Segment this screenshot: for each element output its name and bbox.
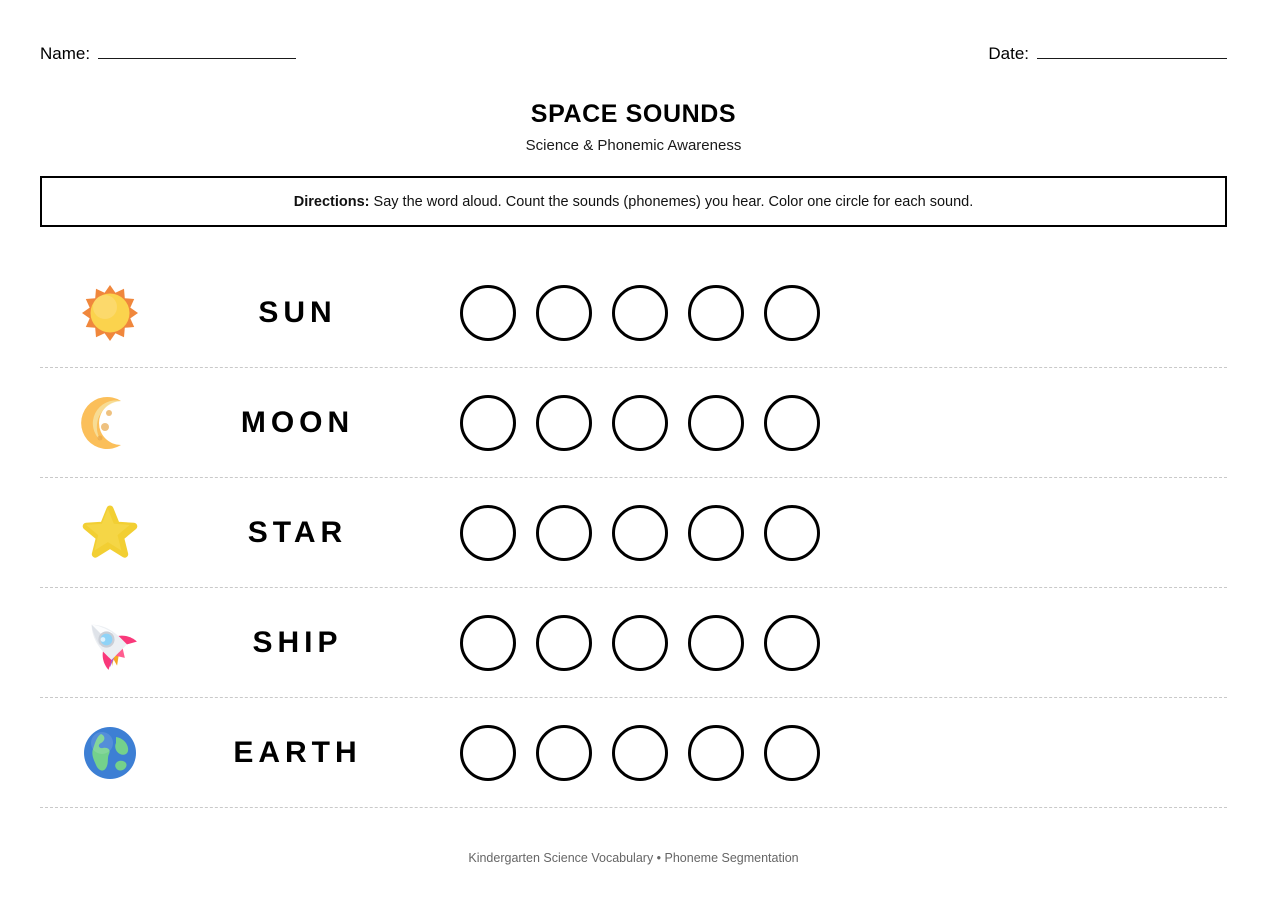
sound-circle[interactable]: [612, 395, 668, 451]
word-rows: [40, 258, 1227, 808]
sound-circle[interactable]: [460, 505, 516, 561]
sound-circle[interactable]: [536, 615, 592, 671]
rocket-emoji: [40, 614, 180, 672]
directions-text: [294, 194, 973, 210]
sound-circle[interactable]: [612, 615, 668, 671]
directions-label: Directions:: [293, 193, 370, 210]
sound-circle[interactable]: [688, 725, 744, 781]
sound-circle[interactable]: [460, 615, 516, 671]
sound-circle[interactable]: [536, 285, 592, 341]
earth-emoji: [40, 724, 180, 782]
sound-circle[interactable]: [612, 505, 668, 561]
footer: Kindergarten Science Vocabulary • Phoneme Segmentation: [468, 851, 799, 865]
word-row: [40, 698, 1227, 808]
sound-circle[interactable]: [764, 395, 820, 451]
student-info-row: [40, 38, 1227, 64]
date-label: Date:: [988, 44, 1029, 63]
sound-circle[interactable]: [764, 725, 820, 781]
name-label: Name:: [40, 44, 91, 63]
star-emoji: [40, 504, 180, 562]
sound-circle[interactable]: [536, 505, 592, 561]
sound-circle[interactable]: [688, 395, 744, 451]
directions-box: [40, 176, 1227, 227]
sound-circle[interactable]: [688, 285, 744, 341]
word-label: SUN: [258, 295, 337, 329]
sound-circle[interactable]: [460, 725, 516, 781]
sound-circle[interactable]: [612, 725, 668, 781]
sound-circle[interactable]: [536, 395, 592, 451]
word-row: [40, 368, 1227, 478]
word-label: MOON: [240, 405, 355, 439]
page-subtitle: Science & Phonemic Awareness: [525, 136, 742, 154]
sound-circle[interactable]: [460, 285, 516, 341]
sun-emoji: [40, 284, 180, 342]
title-block: [0, 100, 1267, 154]
word-row: [40, 258, 1227, 368]
sound-circle[interactable]: [460, 395, 516, 451]
sound-circle[interactable]: [612, 285, 668, 341]
sound-circles: [460, 505, 820, 561]
moon-emoji: [40, 394, 180, 452]
word-label: STAR: [247, 515, 348, 549]
word-label: EARTH: [233, 735, 362, 769]
sound-circle[interactable]: [688, 505, 744, 561]
directions-body: Say the word aloud. Count the sounds (phonemes) you hear. Color one circle for each sound.: [369, 193, 974, 210]
sound-circles: [460, 285, 820, 341]
sound-circles: [460, 615, 820, 671]
date-write-line[interactable]: [1037, 46, 1227, 59]
sound-circles: [460, 395, 820, 451]
word-label: SHIP: [252, 625, 343, 659]
name-field[interactable]: [40, 44, 296, 64]
sound-circle[interactable]: [688, 615, 744, 671]
sound-circle[interactable]: [764, 615, 820, 671]
sound-circle[interactable]: [764, 285, 820, 341]
date-field[interactable]: [988, 44, 1227, 64]
sound-circle[interactable]: [536, 725, 592, 781]
word-row: [40, 588, 1227, 698]
sound-circles: [460, 725, 820, 781]
word-row: [40, 478, 1227, 588]
page-title: SPACE SOUNDS: [530, 100, 737, 128]
name-write-line[interactable]: [98, 46, 296, 59]
sound-circle[interactable]: [764, 505, 820, 561]
